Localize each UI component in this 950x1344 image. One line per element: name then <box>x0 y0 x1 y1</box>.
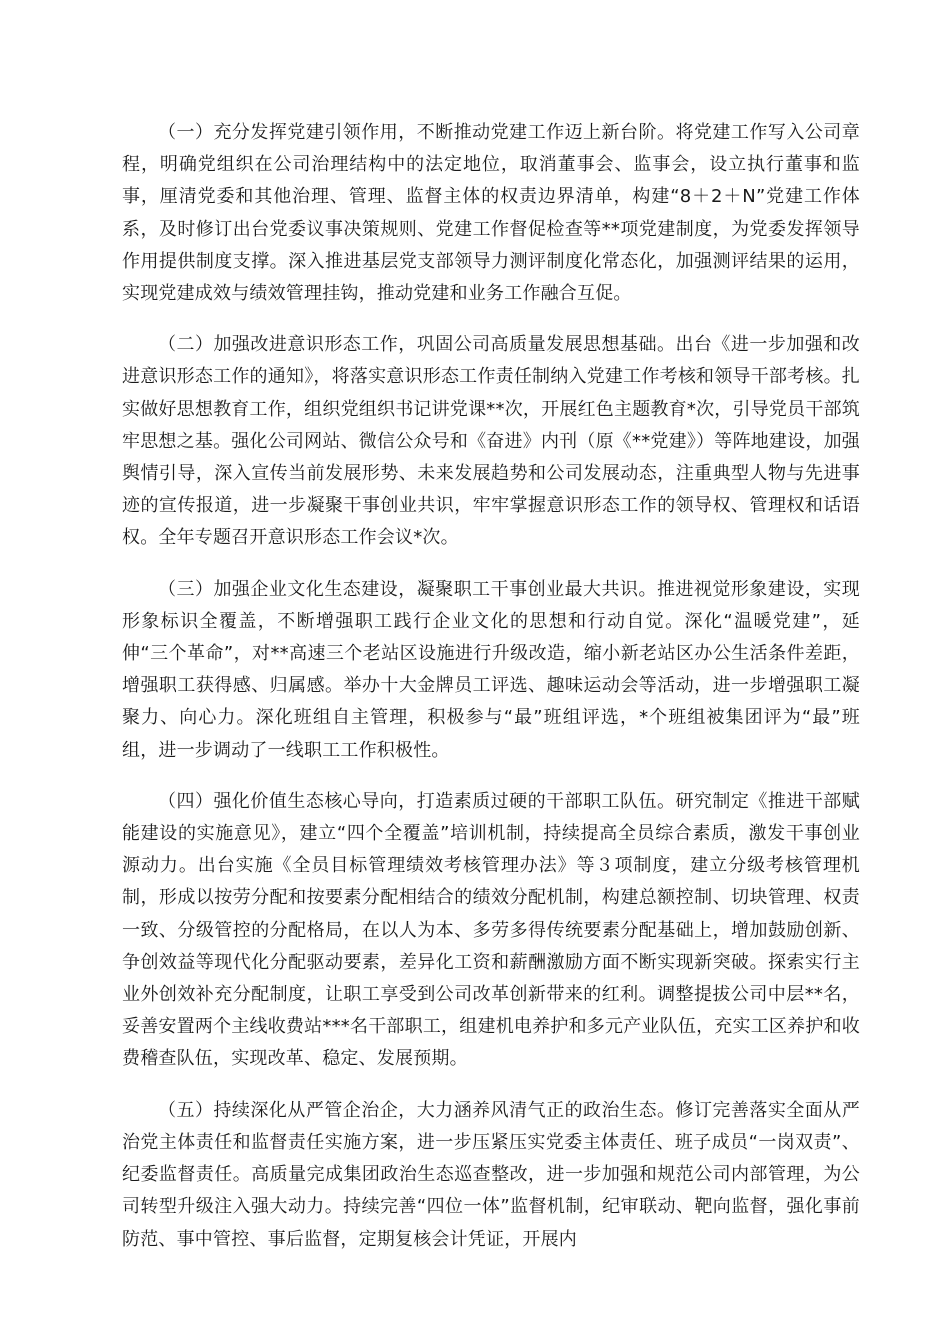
paragraph-1: （一）充分发挥党建引领作用，不断推动党建工作迈上新台阶。将党建工作写入公司章程，明确党组织在公司治理结构中的法定地位，取消董事会、监事会，设立执行董事和监事，厘清党委和其他治理、管理、监督主体的权责边界清单，构建“8＋2＋N”党建工作体系，及时修订出台党委议事决策规则、党建工作督促检查等**项党建制度，为党委发挥领导作用提供制度支撑。深入推进基层党支部领导力测评制度化常态化，加强测评结果的运用，实现党建成效与绩效管理挂钩，推动党建和业务工作融合互促。 <box>122 122 860 305</box>
paragraph-5: （五）持续深化从严管企治企，大力涵养风清气正的政治生态。修订完善落实全面从严治党主体责任和监督责任实施方案，进一步压紧压实党委主体责任、班子成员“一岗双责”、纪委监督责任。高质量完成集团政治生态巡查整改，进一步加强和规范公司内部管理，为公司转型升级注入强大动力。持续完善“四位一体”监督机制，纪审联动、靶向监督，强化事前防范、事中管控、事后监督，定期复核会计凭证，开展内 <box>122 1099 860 1250</box>
paragraph-3: （三）加强企业文化生态建设，凝聚职工干事创业最大共识。推进视觉形象建设，实现形象标识全覆盖，不断增强职工践行企业文化的思想和行动自觉。深化“温暖党建”，延伸“三个革命”，对**高速三个老站区设施进行升级改造，缩小新老站区办公生活条件差距，增强职工获得感、归属感。举办十大金牌员工评选、趣味运动会等活动，进一步增强职工凝聚力、向心力。深化班组自主管理，积极参与“最”班组评选，*个班组被集团评为“最”班组，进一步调动了一线职工工作积极性。 <box>122 578 860 761</box>
document-body <box>122 117 860 1275</box>
paragraph-2: （二）加强改进意识形态工作，巩固公司高质量发展思想基础。出台《进一步加强和改进意识形态工作的通知》，将落实意识形态工作责任制纳入党建工作考核和领导干部考核。扎实做好思想教育工作，组织党组织书记讲党课**次，开展红色主题教育*次，引导党员干部筑牢思想之基。强化公司网站、微信公众号和《奋进》内刊（原《**党建》）等阵地建设，加强舆情引导，深入宣传当前发展形势、未来发展趋势和公司发展动态，注重典型人物与先进事迹的宣传报道，进一步凝聚干事创业共识，牢牢掌握意识形态工作的领导权、管理权和话语权。全年专题召开意识形态工作会议*次。 <box>122 334 860 549</box>
paragraph-4: （四）强化价值生态核心导向，打造素质过硬的干部职工队伍。研究制定《推进干部赋能建设的实施意见》，建立“四个全覆盖”培训机制，持续提高全员综合素质，激发干事创业源动力。出台实施《全员目标管理绩效考核管理办法》等３项制度，建立分级考核管理机制，形成以按劳分配和按要素分配相结合的绩效分配机制，构建总额控制、切块管理、权责一致、分级管控的分配格局，在以人为本、多劳多得传统要素分配基础上，增加鼓励创新、争创效益等现代化分配驱动要素，差异化工资和薪酬激励方面不断实现新突破。探索实行主业外创效补充分配制度，让职工享受到公司改革创新带来的红利。调整提拔公司中层**名，妥善安置两个主线收费站***名干部职工，组建机电养护和多元产业队伍，充实工区养护和收费稽查队伍，实现改革、稳定、发展预期。 <box>122 790 860 1070</box>
